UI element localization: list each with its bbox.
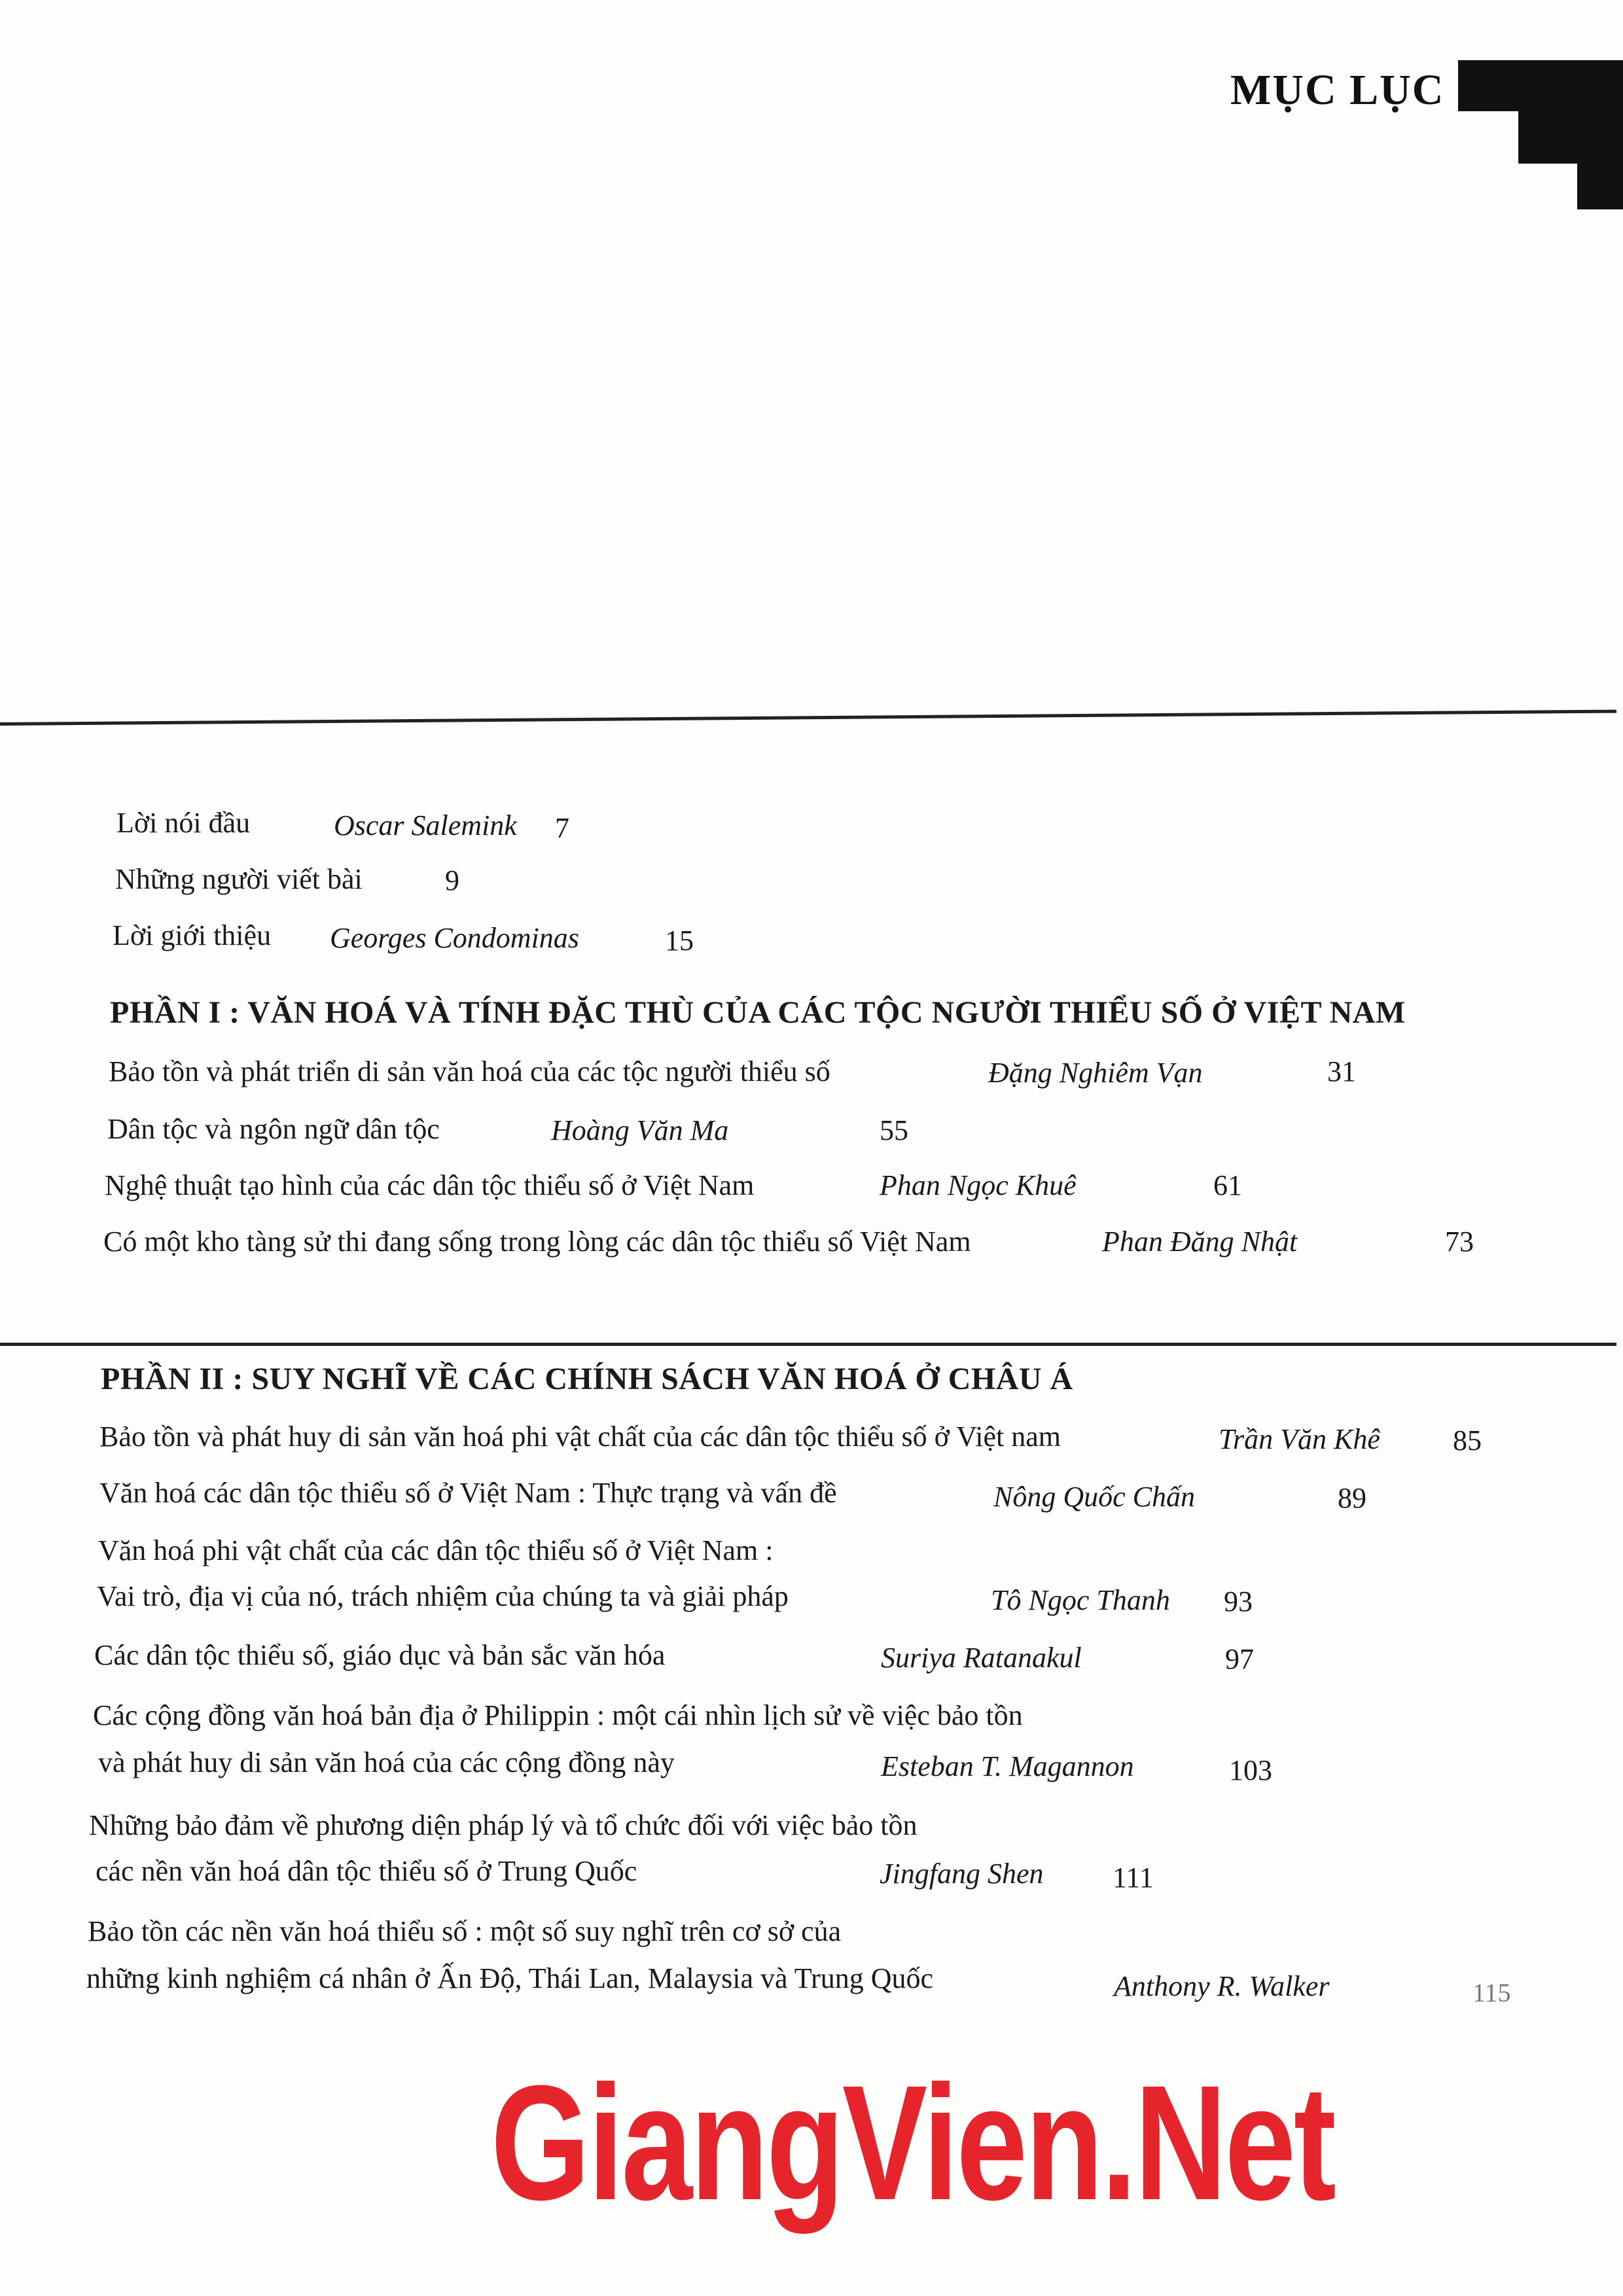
toc-entry-page: 89 bbox=[1338, 1482, 1366, 1514]
toc-entry-author: Esteban T. Magannon bbox=[881, 1750, 1134, 1782]
toc-entry-author: Hoàng Văn Ma bbox=[551, 1114, 729, 1146]
toc-entry-author: Phan Đăng Nhật bbox=[1102, 1226, 1298, 1258]
toc-entry-author: Nông Quốc Chấn bbox=[993, 1481, 1195, 1513]
toc-entry-title: và phát huy di sản văn hoá của các cộng đồng này bbox=[98, 1746, 675, 1778]
toc-entry-page: 115 bbox=[1472, 1978, 1511, 2007]
toc-entry-page: 73 bbox=[1445, 1226, 1474, 1258]
toc-entry-title: những kinh nghiệm cá nhân ở Ấn Độ, Thái Lan, Malaysia và Trung Quốc bbox=[86, 1962, 934, 1994]
corner-decoration bbox=[1577, 60, 1623, 209]
toc-entry-page: 7 bbox=[555, 812, 569, 844]
toc-entry-title: các nền văn hoá dân tộc thiểu số ở Trung Quốc bbox=[96, 1855, 637, 1887]
toc-entry-title: Bảo tồn và phát huy di sản văn hoá phi vật chất của các dân tộc thiểu số ở Việt nam bbox=[99, 1421, 1061, 1453]
toc-entry-title: Dân tộc và ngôn ngữ dân tộc bbox=[107, 1113, 440, 1145]
toc-entry-page: 15 bbox=[665, 925, 694, 957]
toc-entry-page: 111 bbox=[1113, 1862, 1154, 1894]
toc-entry-title: Văn hoá phi vật chất của các dân tộc thiểu số ở Việt Nam : bbox=[98, 1534, 774, 1566]
toc-entry-author: Suriya Ratanakul bbox=[881, 1642, 1082, 1674]
toc-entry-title: Vai trò, địa vị của nó, trách nhiệm của chúng ta và giải pháp bbox=[97, 1580, 789, 1612]
toc-heading: MỤC LỤC bbox=[1230, 66, 1445, 114]
toc-entry-author: Anthony R. Walker bbox=[1114, 1970, 1330, 2002]
part-title: PHẦN I : VĂN HOÁ VÀ TÍNH ĐẶC THÙ CỦA CÁC TỘC NGƯỜI THIỂU SỐ Ở VIỆT NAM bbox=[110, 995, 1406, 1030]
toc-entry-title: Lời giới thiệu bbox=[113, 919, 272, 951]
toc-entry-title: Bảo tồn và phát triển di sản văn hoá của các tộc người thiểu số bbox=[109, 1055, 830, 1087]
toc-entry-title: Những bảo đảm về phương diện pháp lý và tổ chức đối với việc bảo tồn bbox=[89, 1809, 918, 1841]
toc-entry-title: Các cộng đồng văn hoá bản địa ở Philippin : một cái nhìn lịch sử về việc bảo tồn bbox=[93, 1699, 1023, 1731]
toc-entry-page: 97 bbox=[1225, 1643, 1254, 1675]
toc-entry-title: Lời nói đầu bbox=[116, 807, 251, 839]
toc-entry-title: Nghệ thuật tạo hình của các dân tộc thiểu số ở Việt Nam bbox=[105, 1169, 755, 1201]
toc-entry-page: 103 bbox=[1229, 1754, 1272, 1786]
divider-line bbox=[0, 1343, 1616, 1346]
toc-entry-page: 93 bbox=[1224, 1585, 1253, 1617]
watermark-logo: GiangVien.Net bbox=[491, 2051, 1334, 2234]
toc-entry-page: 31 bbox=[1327, 1055, 1356, 1087]
divider-line bbox=[0, 710, 1616, 726]
toc-entry-author: Jingfang Shen bbox=[880, 1858, 1044, 1890]
toc-entry-page: 85 bbox=[1453, 1424, 1482, 1457]
toc-entry-page: 9 bbox=[445, 864, 459, 896]
toc-entry-title: Bảo tồn các nền văn hoá thiểu số : một số suy nghĩ trên cơ sở của bbox=[88, 1915, 842, 1947]
toc-entry-title: Những người viết bài bbox=[115, 863, 363, 895]
toc-entry-page: 55 bbox=[880, 1114, 908, 1146]
toc-entry-author: Tô Ngọc Thanh bbox=[991, 1584, 1170, 1616]
toc-entry-title: Có một kho tàng sử thi đang sống trong lòng các dân tộc thiểu số Việt Nam bbox=[103, 1226, 971, 1258]
toc-entry-author: Trần Văn Khê bbox=[1219, 1423, 1380, 1455]
toc-entry-title: Các dân tộc thiểu số, giáo dục và bản sắc văn hóa bbox=[94, 1639, 666, 1671]
toc-entry-author: Oscar Salemink bbox=[334, 809, 517, 841]
toc-entry-author: Đặng Nghiêm Vạn bbox=[988, 1057, 1203, 1089]
toc-entry-author: Phan Ngọc Khuê bbox=[880, 1169, 1077, 1201]
toc-entry-page: 61 bbox=[1213, 1169, 1242, 1201]
toc-entry-author: Georges Condominas bbox=[330, 922, 579, 954]
part-title: PHẦN II : SUY NGHĨ VỀ CÁC CHÍNH SÁCH VĂN HOÁ Ở CHÂU Á bbox=[101, 1362, 1073, 1396]
toc-entry-title: Văn hoá các dân tộc thiểu số ở Việt Nam : Thực trạng và vấn đề bbox=[99, 1477, 837, 1509]
